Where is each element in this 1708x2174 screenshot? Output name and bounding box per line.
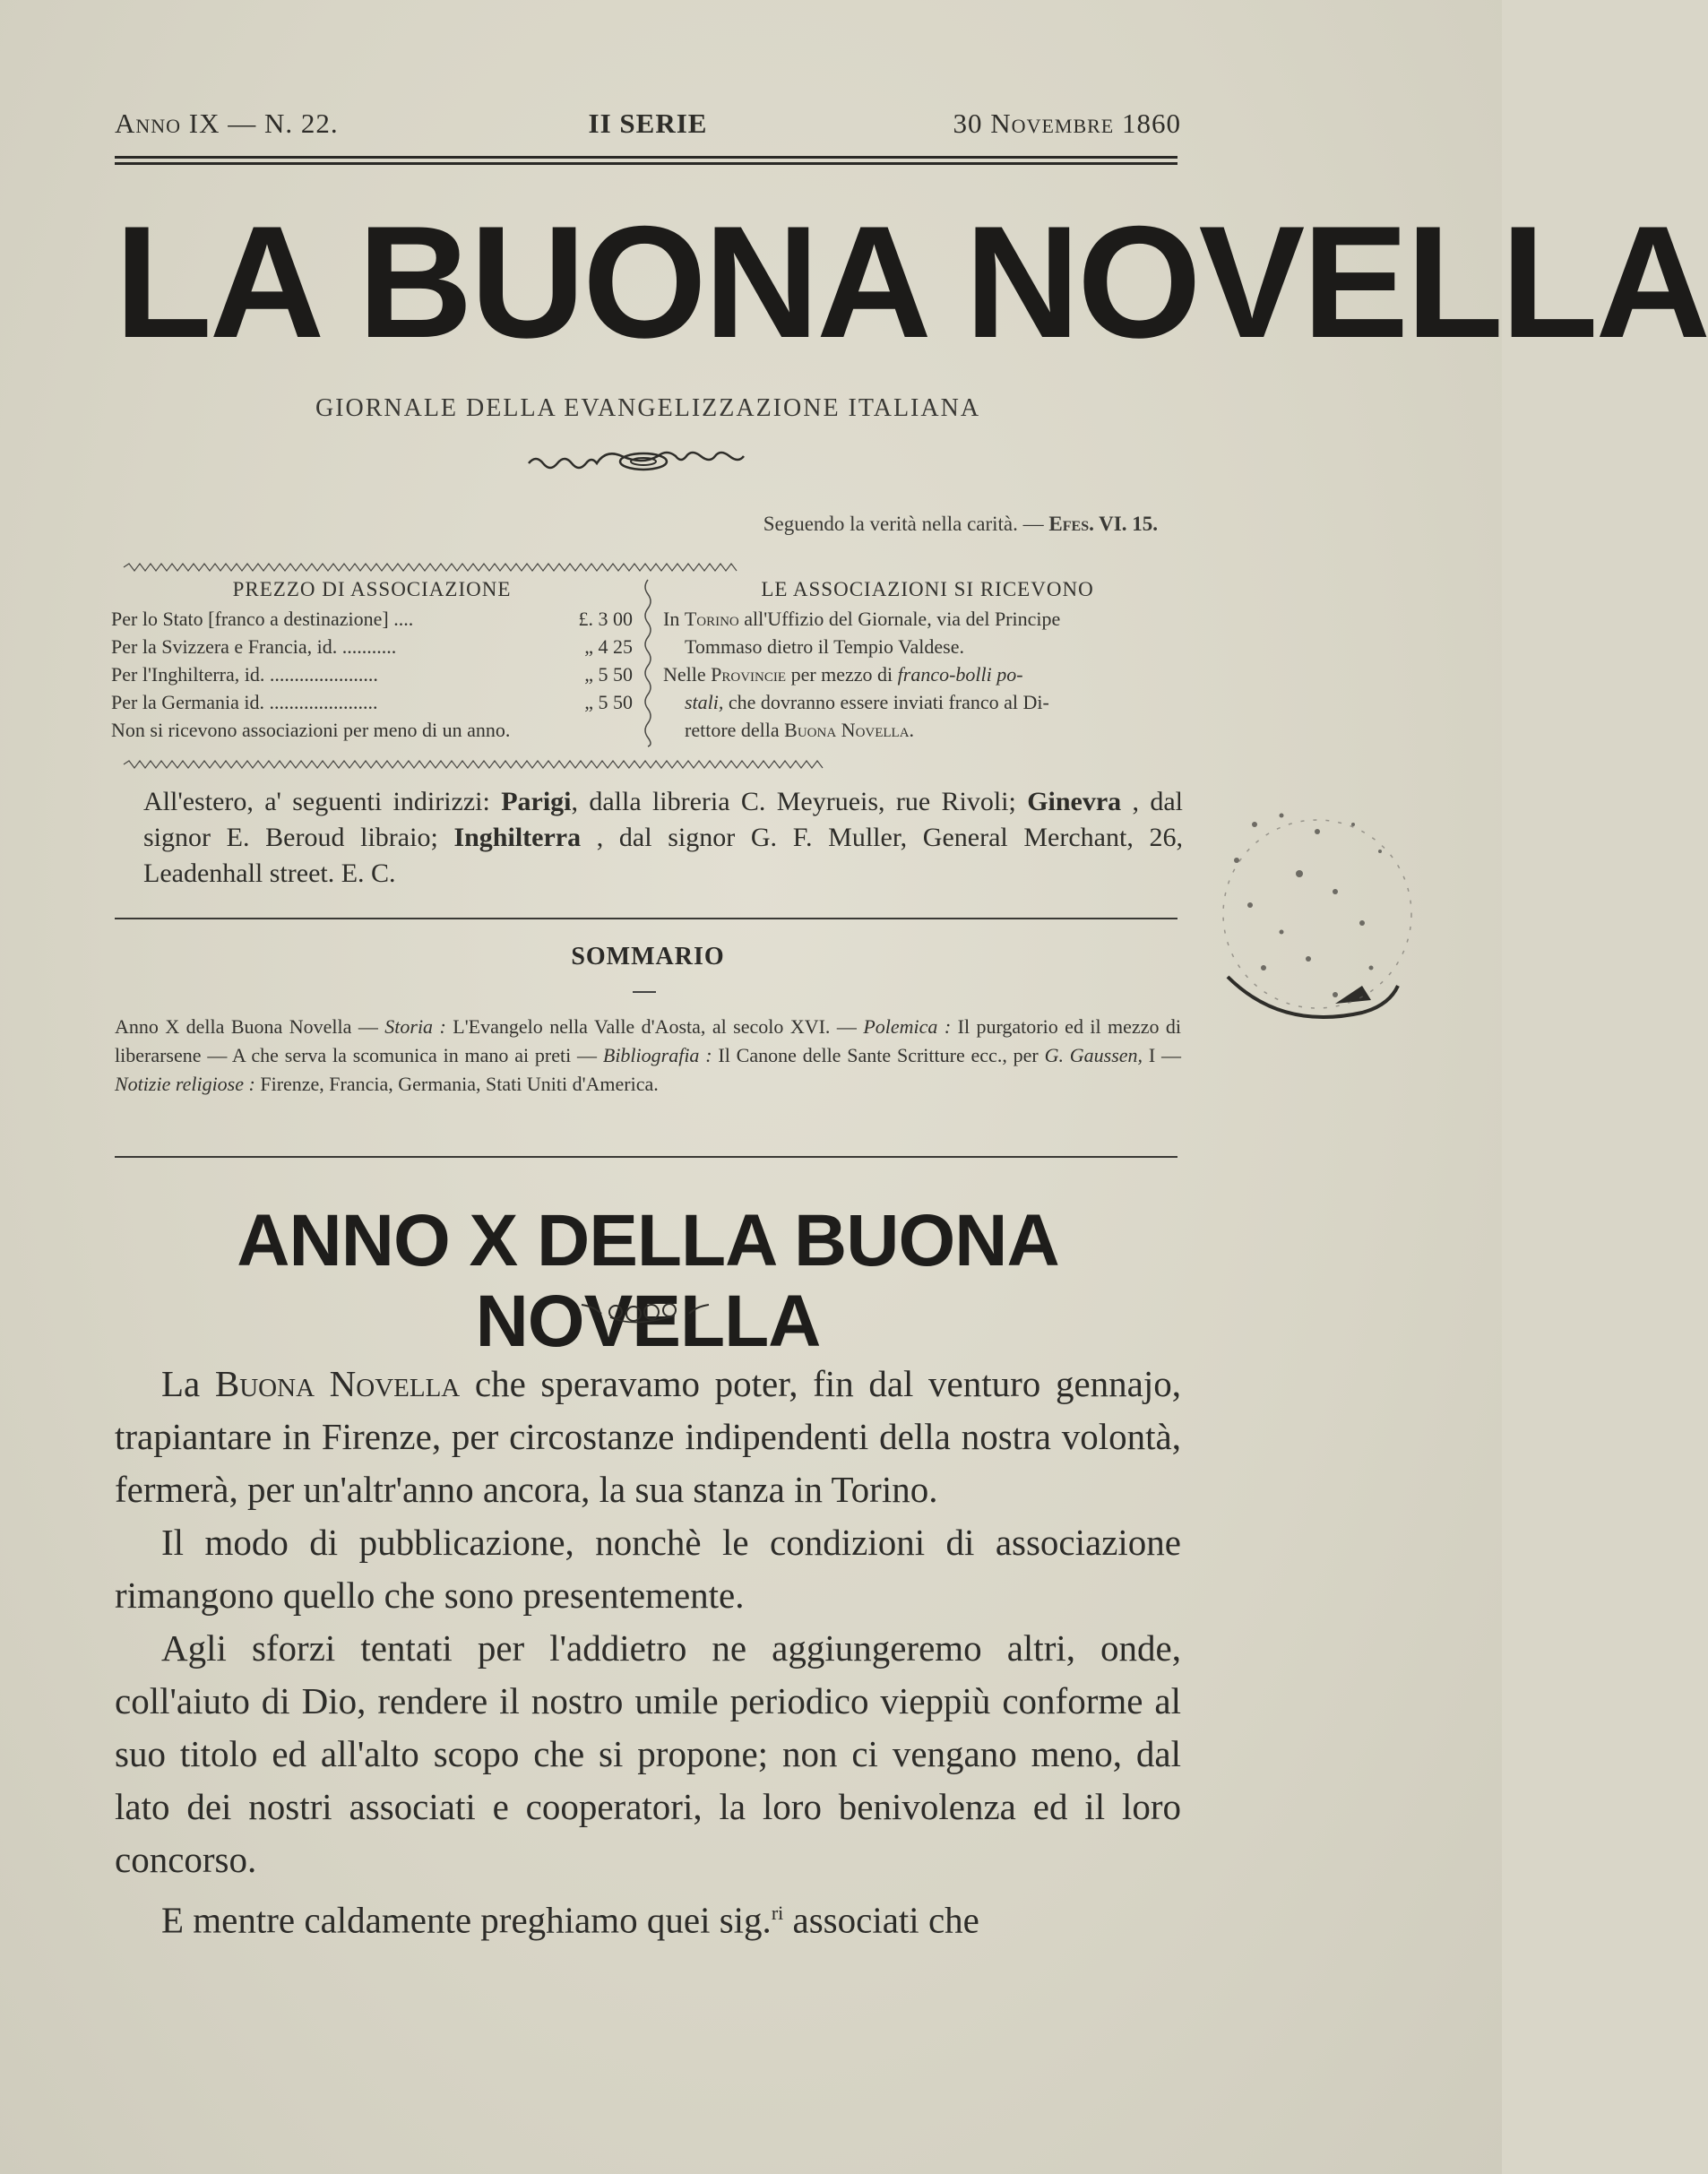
sommario-heading: SOMMARIO — [571, 943, 725, 971]
article-paragraph: Agli sforzi tentati per l'addietro ne aggiungeremo altri, onde, coll'aiuto di Dio, rendere il nostro umile periodico vieppiù conforme al suo titolo ed all'alto scopo che si propone; non ci vengano meno, dal lato dei nostri associati e cooperatori, la loro benivolenza ed il loro concorso. — [115, 1627, 1181, 1880]
price-column — [111, 578, 633, 744]
issue-header — [115, 108, 1181, 145]
header-double-rule — [115, 156, 1177, 159]
section-rule — [115, 1156, 1177, 1158]
price-row: Per la Germania id. ...................... „ 5 50 — [111, 691, 633, 713]
article-paragraph: La Buona Novella che speravamo poter, fin dal venturo gennajo, trapiantare in Firenze, per circostanze indipendenti della nostra volontà, fermerà, per un'altr'anno ancora, la sua stanza in Torino. — [115, 1363, 1181, 1510]
section-rule — [115, 918, 1177, 919]
where-heading: LE ASSOCIAZIONI SI RICEVONO — [761, 578, 1094, 600]
flourish-ornament-icon — [520, 444, 771, 479]
issue-date: 30 Novembre 1860 — [953, 108, 1181, 139]
where-column — [663, 578, 1192, 744]
price-row: Per lo Stato [franco a destinazione] .... £. 3 00 — [111, 608, 633, 630]
where-line: stali, che dovranno essere inviati franco al Di- — [685, 691, 1049, 713]
article-paragraph: Il modo di pubblicazione, nonchè le condizioni di associazione rimangono quello che sono presentemente. — [115, 1522, 1181, 1616]
where-line: In Torino all'Uffizio del Giornale, via del Principe — [663, 608, 1061, 630]
where-line: rettore della Buona Novella. — [685, 719, 915, 741]
sommario-contents: Anno X della Buona Novella — Storia : L'Evangelo nella Valle d'Aosta, al secolo XVI. — Polemica : Il purgatorio ed il mezzo di liberarsene — A che serva la scomunica in mano ai preti — Bibliografia : Il Canone delle Sante Scritture ecc., per G. Gaussen, I — Notizie religiose : Firenze, Francia, Germania, Stati Uniti d'America. — [115, 1015, 1182, 1095]
issue-number: Anno IX — N. 22. — [115, 108, 339, 139]
price-heading: PREZZO DI ASSOCIAZIONE — [232, 578, 512, 600]
vignette-ornament-icon — [578, 1296, 712, 1326]
where-line: Nelle Provincie per mezzo di franco-bolli po- — [663, 663, 1023, 686]
price-row: Per la Svizzera e Francia, id. ........... „ 4 25 — [111, 635, 633, 658]
article-title: ANNO X DELLA BUONA NOVELLA — [237, 1200, 1059, 1362]
masthead-title: LA BUONA NOVELLA — [115, 193, 1708, 371]
article-body — [115, 1358, 1181, 1947]
wavy-rule-top — [124, 563, 1181, 572]
wavy-rule-bottom — [124, 760, 1181, 769]
subscription-box — [111, 578, 1186, 748]
series-label: II SERIE — [588, 108, 708, 139]
where-line: Tommaso dietro il Tempio Valdese. — [685, 635, 965, 658]
sommario-dash — [633, 991, 656, 993]
scripture-motto: Seguendo la verità nella carità. — Efes. VI. 15. — [763, 513, 1158, 535]
masthead-subtitle: GIORNALE DELLA EVANGELIZZAZIONE ITALIANA — [315, 394, 981, 422]
column-divider-icon — [640, 578, 656, 748]
abroad-addresses: All'estero, a' seguenti indirizzi: Parigi, dalla libreria C. Meyrueis, rue Rivoli; Ginevra , dal signor E. Beroud libraio; Inghilterra , dal signor G. F. Muller, General Merchant, 26, Leadenhall street. E. C. — [143, 787, 1183, 888]
price-row: Per l'Inghilterra, id. ...................... „ 5 50 — [111, 663, 633, 686]
price-note: Non si ricevono associazioni per meno di un anno. — [111, 719, 511, 741]
library-stamp-icon — [1201, 789, 1434, 1040]
article-paragraph: E mentre caldamente preghiamo quei sig.$^{ri}$ associati che — [161, 1899, 979, 1941]
